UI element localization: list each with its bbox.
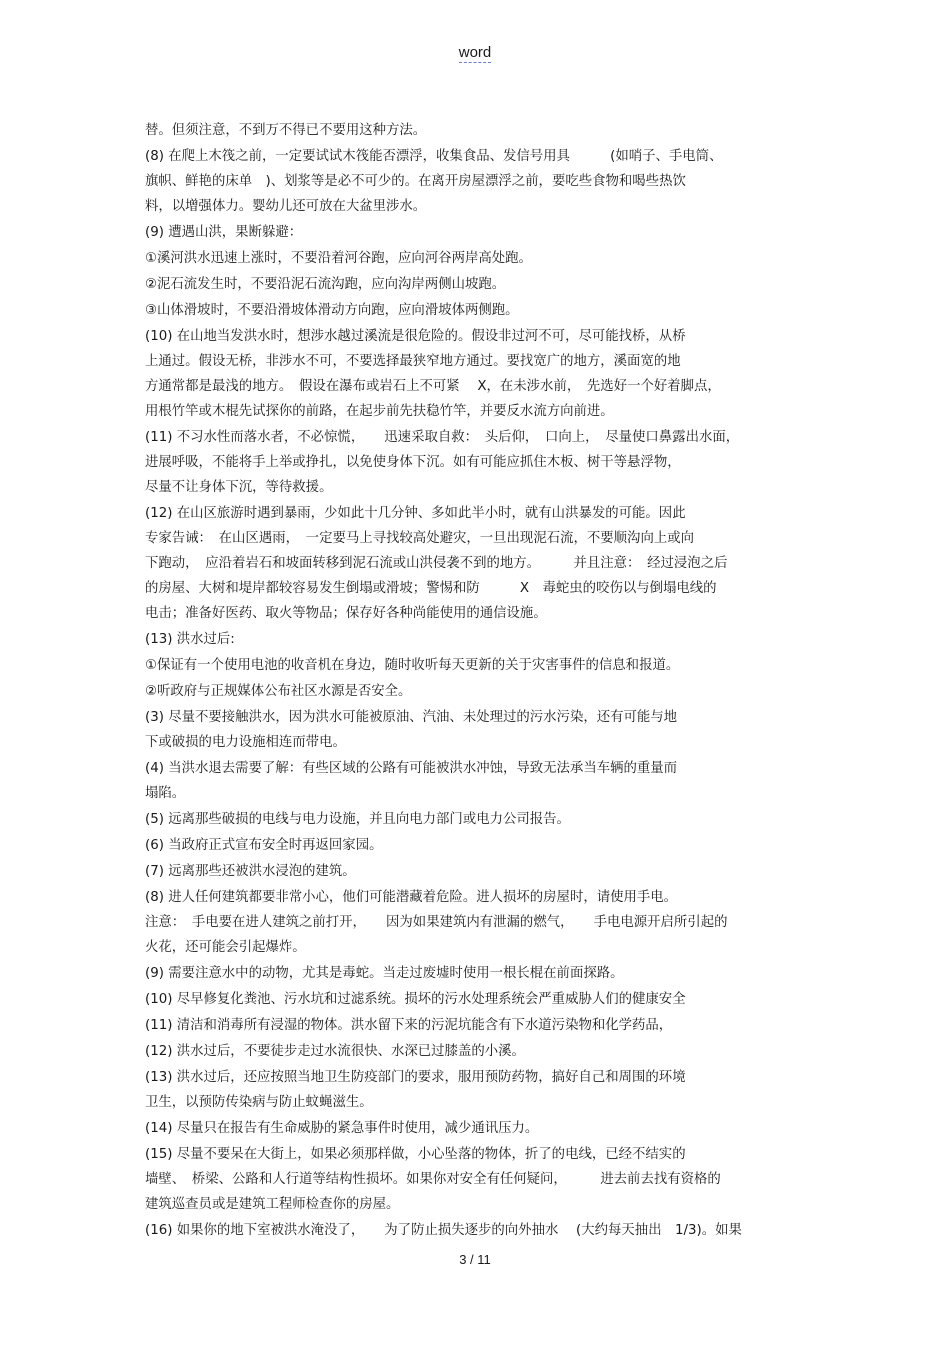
header-title: word [458, 44, 492, 61]
text-line: 方通常都是最浅的地方。 假设在瀑布或岩石上不可紧 X，在未涉水前， 先选好一个好着脚点， [145, 379, 721, 394]
text-line: 电击；准备好医药、取火等物品；保存好各种尚能使用的通信设施。 [145, 606, 547, 621]
text-line: (16) 如果你的地下室被洪水淹没了， 为了防止损失逐步的向外抽水 (大约每天抽出 1/3)。如果 [145, 1223, 742, 1238]
text-line: (13) 洪水过后，还应按照当地卫生防疫部门的要求，服用预防药物，搞好自己和周围的环境 [145, 1070, 686, 1085]
paragraph [145, 425, 815, 500]
text-line: ①溪河洪水迅速上涨时，不要沿着河谷跑，应向河谷两岸高处跑。 [145, 251, 532, 266]
text-line: (11) 不习水性而落水者，不必惊慌， 迅速采取自救： 头后仰， 口向上， 尽量使口鼻露出水面， [145, 430, 740, 445]
text-line: (12) 在山区旅游时遇到暴雨，少如此十几分钟、多如此半小时，就有山洪暴发的可能。因此 [145, 506, 686, 521]
text-line: ①保证有一个使用电池的收音机在身边，随时收听每天更新的关于灾害事件的信息和报道。 [145, 658, 680, 673]
paragraph [145, 833, 815, 858]
text-line: (8) 进人任何建筑都要非常小心，他们可能潜藏着危险。进人损坏的房屋时，请使用手电。 [145, 890, 678, 905]
text-line: 下或破损的电力设施相连而带电。 [145, 735, 346, 750]
text-line: ③山体滑坡时，不要沿滑坡体滑动方向跑，应向滑坡体两侧跑。 [145, 303, 519, 318]
text-line: (14) 尽量只在报告有生命威胁的紧急事件时使用，减少通讯压力。 [145, 1121, 539, 1136]
paragraph [145, 961, 815, 986]
text-line: 旗帜、鲜艳的床单 )、划浆等是必不可少的。在离开房屋漂浮之前，要吃些食物和喝些热饮 [145, 174, 686, 189]
text-line: 替。但须注意，不到万不得已不要用这种方法。 [145, 123, 427, 138]
paragraph [145, 1065, 815, 1115]
text-line: ②泥石流发生时，不要沿泥石流沟跑，应向沟岸两侧山坡跑。 [145, 277, 506, 292]
text-line: 火花，还可能会引起爆炸。 [145, 940, 306, 955]
text-line: 卫生，以预防传染病与防止蚊蝇滋生。 [145, 1095, 373, 1110]
page-number: 3 / 11 [459, 1252, 491, 1267]
text-line: (3) 尽量不要接触洪水，因为洪水可能被原油、汽油、未处理过的污水污染，还有可能与地 [145, 710, 678, 725]
paragraph [145, 627, 815, 652]
text-line: 料，以增强体力。婴幼儿还可放在大盆里涉水。 [145, 199, 427, 214]
text-line: (8) 在爬上木筏之前，一定要试试木筏能否漂浮，收集食品、发信号用具 (如哨子、手电筒、 [145, 149, 723, 164]
paragraph [145, 1039, 815, 1064]
page-footer [0, 1252, 950, 1267]
text-line: (13) 洪水过后: [145, 632, 235, 647]
text-line: (6) 当政府正式宣布安全时再返回家园。 [145, 838, 383, 853]
text-line: 尽量不让身体下沉，等待救援。 [145, 480, 333, 495]
paragraph [145, 1116, 815, 1141]
paragraph [145, 1013, 815, 1038]
paragraph [145, 859, 815, 884]
text-line: 上通过。假设无桥，非涉水不可，不要选择最狭窄地方通过。要找宽广的地方，溪面宽的地 [145, 354, 681, 369]
text-line: (11) 清洁和消毒所有浸湿的物体。洪水留下来的污泥坑能含有下水道污染物和化学药品， [145, 1018, 673, 1033]
paragraph [145, 118, 815, 143]
text-line: 进展呼吸，不能将手上举或挣扎，以免使身体下沉。如有可能应抓住木板、树干等悬浮物， [145, 455, 681, 470]
text-line: ②听政府与正规媒体公布社区水源是否安全。 [145, 684, 412, 699]
text-line: 墙壁、 桥梁、公路和人行道等结构性损坏。如果你对安全有任何疑问， 进去前去找有资格的 [145, 1172, 721, 1187]
text-line: (10) 尽早修复化粪池、污水坑和过滤系统。损坏的污水处理系统会严重威胁人们的健康安全 [145, 992, 686, 1007]
paragraph [145, 144, 815, 219]
paragraph [145, 756, 815, 806]
paragraph [145, 324, 815, 424]
text-line: 用根竹竿或木棍先试探你的前路，在起步前先扶稳竹竿，并要反水流方向前进。 [145, 404, 614, 419]
text-line: 专家告诫： 在山区遇雨， 一定要马上寻找较高处避灾，一旦出现泥石流，不要顺沟向上或向 [145, 531, 695, 546]
paragraph [145, 501, 815, 626]
paragraph [145, 653, 815, 678]
paragraph [145, 987, 815, 1012]
paragraph [145, 885, 815, 960]
text-line: (5) 远离那些破损的电线与电力设施，并且向电力部门或电力公司报告。 [145, 812, 570, 827]
paragraph [145, 1218, 815, 1243]
text-line: 建筑巡查员或是建筑工程师检查你的房屋。 [145, 1197, 400, 1212]
text-line: 塌陷。 [145, 786, 186, 801]
text-line: (9) 遭遇山洪，果断躲避： [145, 225, 303, 240]
text-line: (15) 尽量不要呆在大街上，如果必须那样做，小心坠落的物体，折了的电线，已经不结实的 [145, 1147, 686, 1162]
paragraph [145, 1142, 815, 1217]
text-line: (7) 远离那些还被洪水浸泡的建筑。 [145, 864, 356, 879]
paragraph [145, 272, 815, 297]
paragraph [145, 246, 815, 271]
text-line: 的房屋、大树和堤岸都较容易发生倒塌或滑坡；警惕和防 X 毒蛇虫的咬伤以与倒塌电线的 [145, 581, 717, 596]
text-line: 注意： 手电要在进人建筑之前打开， 因为如果建筑内有泄漏的燃气， 手电电源开启所引起的 [145, 915, 728, 930]
paragraph [145, 679, 815, 704]
text-line: (12) 洪水过后，不要徒步走过水流很快、水深已过膝盖的小溪。 [145, 1044, 525, 1059]
paragraph [145, 298, 815, 323]
text-line: 下跑动， 应沿着岩石和坡面转移到泥石流或山洪侵袭不到的地方。 并且注意： 经过浸泡之后 [145, 556, 728, 571]
paragraph [145, 220, 815, 245]
text-line: (10) 在山地当发洪水时，想涉水越过溪流是很危险的。假设非过河不可，尽可能找桥，从桥 [145, 329, 686, 344]
text-line: (9) 需要注意水中的动物，尤其是毒蛇。当走过废墟时使用一根长棍在前面探路。 [145, 966, 624, 981]
page-header [0, 44, 950, 61]
document-body [145, 118, 815, 1244]
paragraph [145, 705, 815, 755]
paragraph [145, 807, 815, 832]
text-line: (4) 当洪水退去需要了解：有些区域的公路有可能被洪水冲蚀，导致无法承当车辆的重量而 [145, 761, 678, 776]
